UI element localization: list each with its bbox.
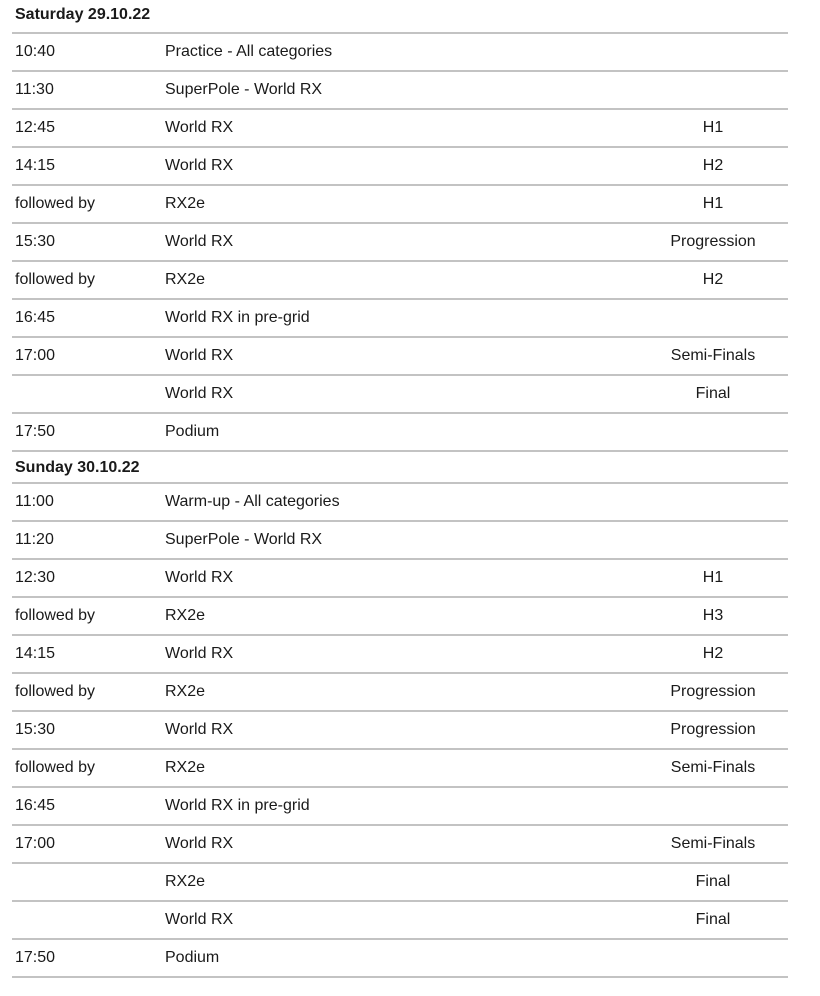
event-cell: World RX [165, 347, 234, 364]
time-cell: 11:30 [15, 81, 54, 98]
table-row [12, 674, 788, 712]
table-row [12, 636, 788, 674]
time-cell: 12:45 [15, 119, 56, 136]
table-row [12, 148, 788, 186]
table-row [12, 902, 788, 940]
time-cell: 15:30 [15, 721, 56, 738]
detail-cell: Final [695, 385, 731, 402]
table-row [12, 110, 788, 148]
day-header-sunday: Sunday 30.10.22 [12, 452, 788, 484]
detail-cell: Progression [670, 233, 756, 250]
event-cell: SuperPole - World RX [165, 81, 323, 98]
time-cell: 17:50 [15, 423, 56, 440]
event-cell: RX2e [165, 759, 206, 776]
event-cell: Warm-up - All categories [165, 493, 340, 510]
day-header-saturday: Saturday 29.10.22 [12, 0, 788, 34]
event-cell: World RX in pre-grid [165, 797, 310, 814]
event-cell: World RX [165, 645, 234, 662]
detail-cell: H2 [702, 645, 724, 662]
table-row [12, 72, 788, 110]
time-cell: 11:00 [15, 493, 54, 510]
detail-cell: H3 [702, 607, 724, 624]
time-cell: followed by [15, 683, 96, 700]
detail-cell: Final [695, 911, 731, 928]
table-row [12, 376, 788, 414]
time-cell: 14:15 [15, 157, 56, 174]
event-cell: RX2e [165, 607, 206, 624]
table-row [12, 712, 788, 750]
event-cell: World RX [165, 569, 234, 586]
detail-cell: H1 [702, 195, 724, 212]
time-cell: followed by [15, 607, 96, 624]
event-cell: RX2e [165, 195, 206, 212]
time-cell: 12:30 [15, 569, 56, 586]
table-row [12, 788, 788, 826]
event-cell: RX2e [165, 271, 206, 288]
time-cell: 14:15 [15, 645, 56, 662]
detail-cell: H2 [702, 157, 724, 174]
table-row [12, 224, 788, 262]
time-cell: 17:00 [15, 347, 56, 364]
event-cell: RX2e [165, 873, 206, 890]
detail-cell: Semi-Finals [670, 759, 756, 776]
table-row [12, 300, 788, 338]
table-row [12, 484, 788, 522]
detail-cell: Semi-Finals [670, 347, 756, 364]
time-cell: 10:40 [15, 43, 56, 60]
event-cell: World RX [165, 835, 234, 852]
table-row [12, 940, 788, 978]
detail-cell: Progression [670, 721, 756, 738]
time-cell: followed by [15, 759, 96, 776]
event-cell: Podium [165, 423, 220, 440]
detail-cell: H2 [702, 271, 724, 288]
time-cell: 16:45 [15, 309, 56, 326]
table-row [12, 338, 788, 376]
detail-cell: H1 [702, 119, 724, 136]
event-cell: World RX [165, 385, 234, 402]
event-cell: SuperPole - World RX [165, 531, 323, 548]
event-cell: Practice - All categories [165, 43, 333, 60]
detail-cell: Progression [670, 683, 756, 700]
event-cell: World RX [165, 119, 234, 136]
event-cell: World RX [165, 233, 234, 250]
event-cell: World RX in pre-grid [165, 309, 310, 326]
detail-cell: Final [695, 873, 731, 890]
table-row [12, 560, 788, 598]
time-cell: 11:20 [15, 531, 54, 548]
time-cell: 16:45 [15, 797, 56, 814]
table-row [12, 750, 788, 788]
event-cell: RX2e [165, 683, 206, 700]
event-cell: World RX [165, 157, 234, 174]
event-cell: World RX [165, 911, 234, 928]
schedule-table [12, 0, 788, 978]
time-cell: 17:50 [15, 949, 56, 966]
time-cell: 15:30 [15, 233, 56, 250]
event-cell: Podium [165, 949, 220, 966]
table-row [12, 414, 788, 452]
table-row [12, 522, 788, 560]
table-row [12, 34, 788, 72]
table-row [12, 826, 788, 864]
time-cell: followed by [15, 271, 96, 288]
table-row [12, 262, 788, 300]
table-row [12, 186, 788, 224]
detail-cell: Semi-Finals [670, 835, 756, 852]
time-cell: 17:00 [15, 835, 56, 852]
table-row [12, 864, 788, 902]
detail-cell: H1 [702, 569, 724, 586]
event-cell: World RX [165, 721, 234, 738]
time-cell: followed by [15, 195, 96, 212]
table-row [12, 598, 788, 636]
